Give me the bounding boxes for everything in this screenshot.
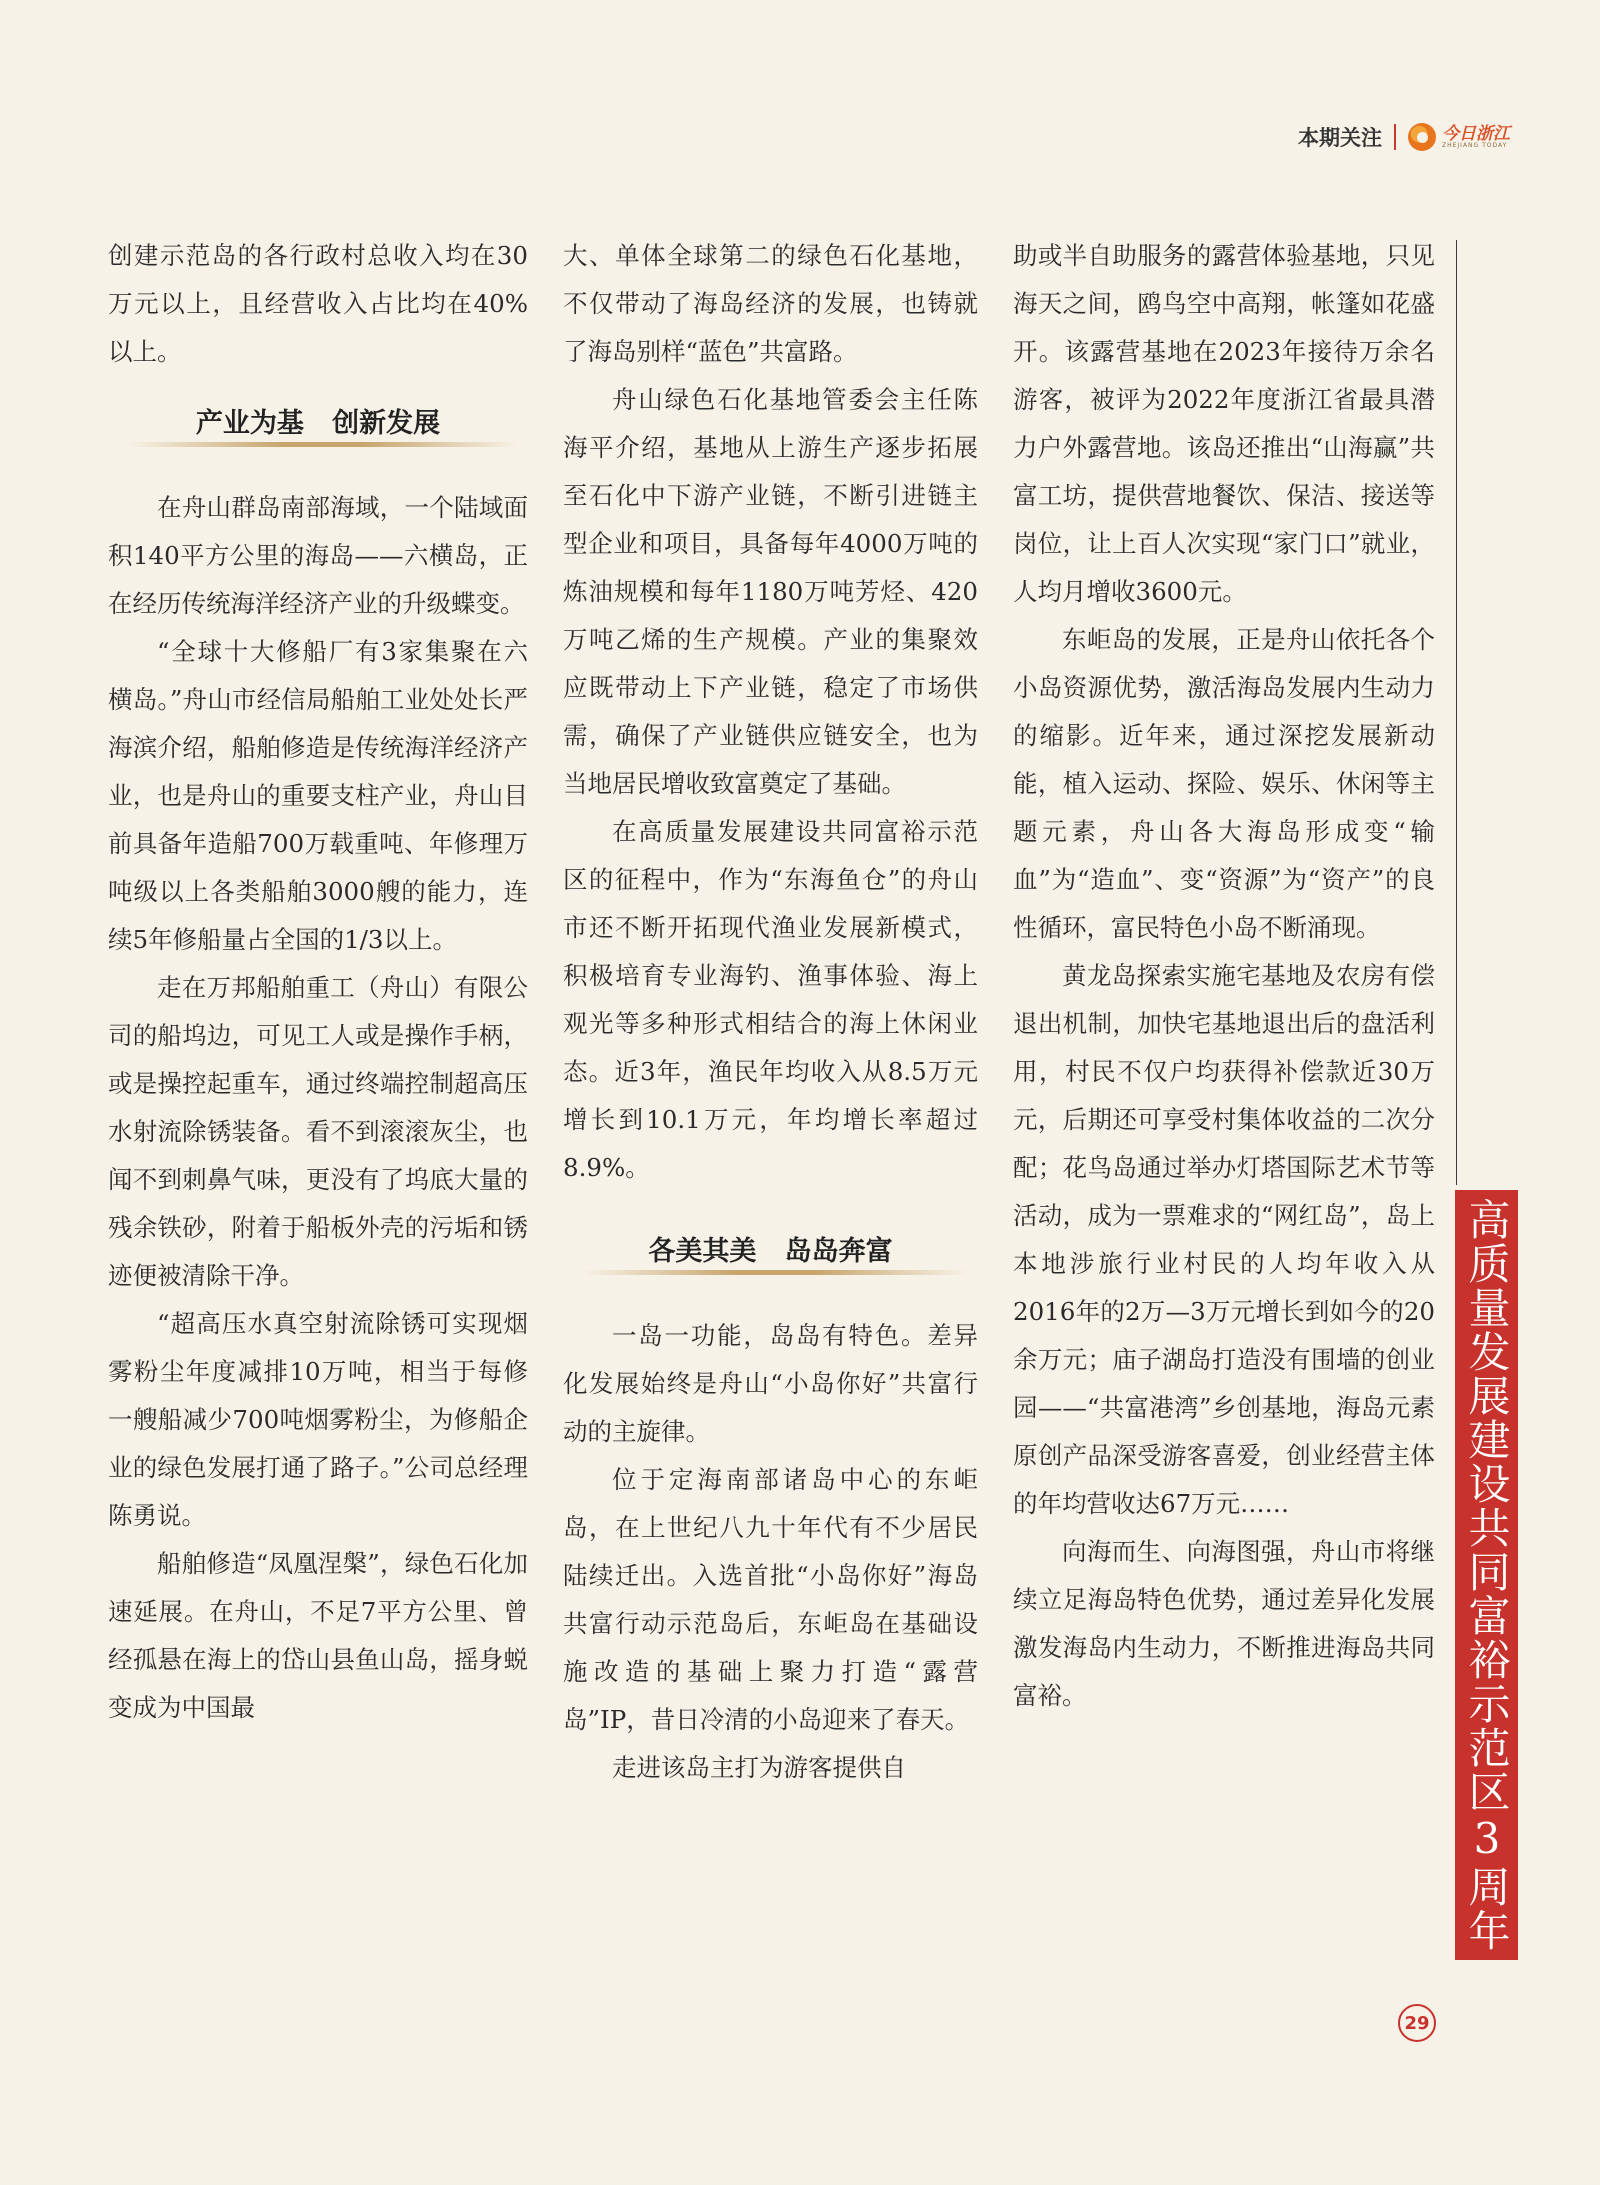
section-label: 本期关注 xyxy=(1298,126,1382,150)
feature-sidebar-banner xyxy=(1455,1190,1518,1960)
sidebar-title: 高质量发展建设共同富裕示范区3周年 xyxy=(1462,1197,1512,1953)
paragraph: 在高质量发展建设共同富裕示范区的征程中，作为“东海鱼仓”的舟山市还不断开拓现代渔业发展新模式，积极培育专业海钓、渔事体验、海上观光等多种形式相结合的海上休闲业态。近3年，渔民年均收入从8.5万元增长到10.1万元，年均增长率超过8.9%。 xyxy=(563,817,978,1182)
paragraph: 大、单体全球第二的绿色石化基地，不仅带动了海岛经济的发展，也铸就了海岛别样“蓝色”共富路。 xyxy=(563,241,978,366)
column-rule xyxy=(1456,240,1457,1185)
paragraph: 走进该岛主打为游客提供自 xyxy=(612,1753,906,1782)
logo-cn: 今日浙江 xyxy=(1442,123,1510,144)
paragraph: “超高压水真空射流除锈可实现烟雾粉尘年度减排10万吨，相当于每修一艘船减少700吨烟雾粉尘，为修船企业的绿色发展打通了路子。”公司总经理陈勇说。 xyxy=(108,1309,528,1530)
logo-en: ZHEJIANG TODAY xyxy=(1442,141,1508,149)
paragraph: 在舟山群岛南部海域，一个陆域面积140平方公里的海岛——六横岛，正在经历传统海洋经济产业的升级蝶变。 xyxy=(108,493,528,618)
paragraph: 舟山绿色石化基地管委会主任陈海平介绍，基地从上游生产逐步拓展至石化中下游产业链，不断引进链主型企业和项目，具备每年4000万吨的炼油规模和每年1180万吨芳烃、420万吨乙烯的生产规模。产业的集聚效应既带动上下产业链，稳定了市场供需，确保了产业链供应链安全，也为当地居民增收致富奠定了基础。 xyxy=(563,385,978,798)
article-column-2 xyxy=(563,232,978,1792)
logo-sun-icon xyxy=(1408,123,1436,151)
paragraph: 一岛一功能，岛岛有特色。差异化发展始终是舟山“小岛你好”共富行动的主旋律。 xyxy=(563,1321,978,1446)
article-column-1 xyxy=(108,232,528,1732)
paragraph: 向海而生、向海图强，舟山市将继续立足海岛特色优势，通过差异化发展激发海岛内生动力，不断推进海岛共同富裕。 xyxy=(1013,1537,1435,1710)
article-column-3 xyxy=(1013,232,1435,1720)
page-number: 29 xyxy=(1398,2004,1436,2042)
header-divider xyxy=(1394,124,1396,150)
paragraph: 走在万邦船舶重工（舟山）有限公司的船坞边，可见工人或是操作手柄，或是操控起重车，通过终端控制超高压水射流除锈装备。看不到滚滚灰尘，也闻不到刺鼻气味，更没有了坞底大量的残余铁砂，附着于船板外壳的污垢和锈迹便被清除干净。 xyxy=(108,973,528,1290)
section-heading xyxy=(563,1204,978,1300)
paragraph: “全球十大修船厂有3家集聚在六横岛。”舟山市经信局船舶工业处处长严海滨介绍，船舶修造是传统海洋经济产业，也是舟山的重要支柱产业，舟山目前具备年造船700万载重吨、年修理万吨级以上各类船舶3000艘的能力，连续5年修船量占全国的1/3以上。 xyxy=(108,637,528,954)
paragraph: 创建示范岛的各行政村总收入均在30万元以上，且经营收入占比均在40%以上。 xyxy=(108,241,528,366)
page-header xyxy=(1298,122,1510,152)
paragraph: 船舶修造“凤凰涅槃”，绿色石化加速延展。在舟山，不足7平方公里、曾经孤悬在海上的岱山县鱼山岛，摇身蜕变成为中国最 xyxy=(108,1549,528,1722)
section-heading xyxy=(108,376,528,472)
paragraph: 东岠岛的发展，正是舟山依托各个小岛资源优势，激活海岛发展内生动力的缩影。近年来，通过深挖发展新动能，植入运动、探险、娱乐、休闲等主题元素，舟山各大海岛形成变“输血”为“造血”、变“资源”为“资产”的良性循环，富民特色小岛不断涌现。 xyxy=(1013,625,1435,942)
section-heading-title: 产业为基 创新发展 xyxy=(195,408,441,439)
paragraph: 黄龙岛探索实施宅基地及农房有偿退出机制，加快宅基地退出后的盘活利用，村民不仅户均获得补偿款近30万元，后期还可享受村集体收益的二次分配；花鸟岛通过举办灯塔国际艺术节等活动，成为一票难求的“网红岛”，岛上本地涉旅行业村民的人均年收入从2016年的2万—3万元增长到如今的20余万元；庙子湖岛打造没有围墙的创业园——“共富港湾”乡创基地，海岛元素原创产品深受游客喜爱，创业经营主体的年均营收达67万元…… xyxy=(1013,961,1435,1518)
paragraph: 助或半自助服务的露营体验基地，只见海天之间，鸥鸟空中高翔，帐篷如花盛开。该露营基地在2023年接待万余名游客，被评为2022年度浙江省最具潜力户外露营地。该岛还推出“山海赢”共富工坊，提供营地餐饮、保洁、接送等岗位，让上百人次实现“家门口”就业，人均月增收3600元。 xyxy=(1013,241,1435,606)
section-heading-title: 各美其美 岛岛奔富 xyxy=(648,1236,893,1267)
zhejiang-today-logo xyxy=(1408,123,1510,151)
paragraph: 位于定海南部诸岛中心的东岠岛，在上世纪八九十年代有不少居民陆续迁出。入选首批“小岛你好”海岛共富行动示范岛后，东岠岛在基础设施改造的基础上聚力打造“露营岛”IP，昔日冷清的小岛迎来了春天。 xyxy=(563,1465,978,1734)
